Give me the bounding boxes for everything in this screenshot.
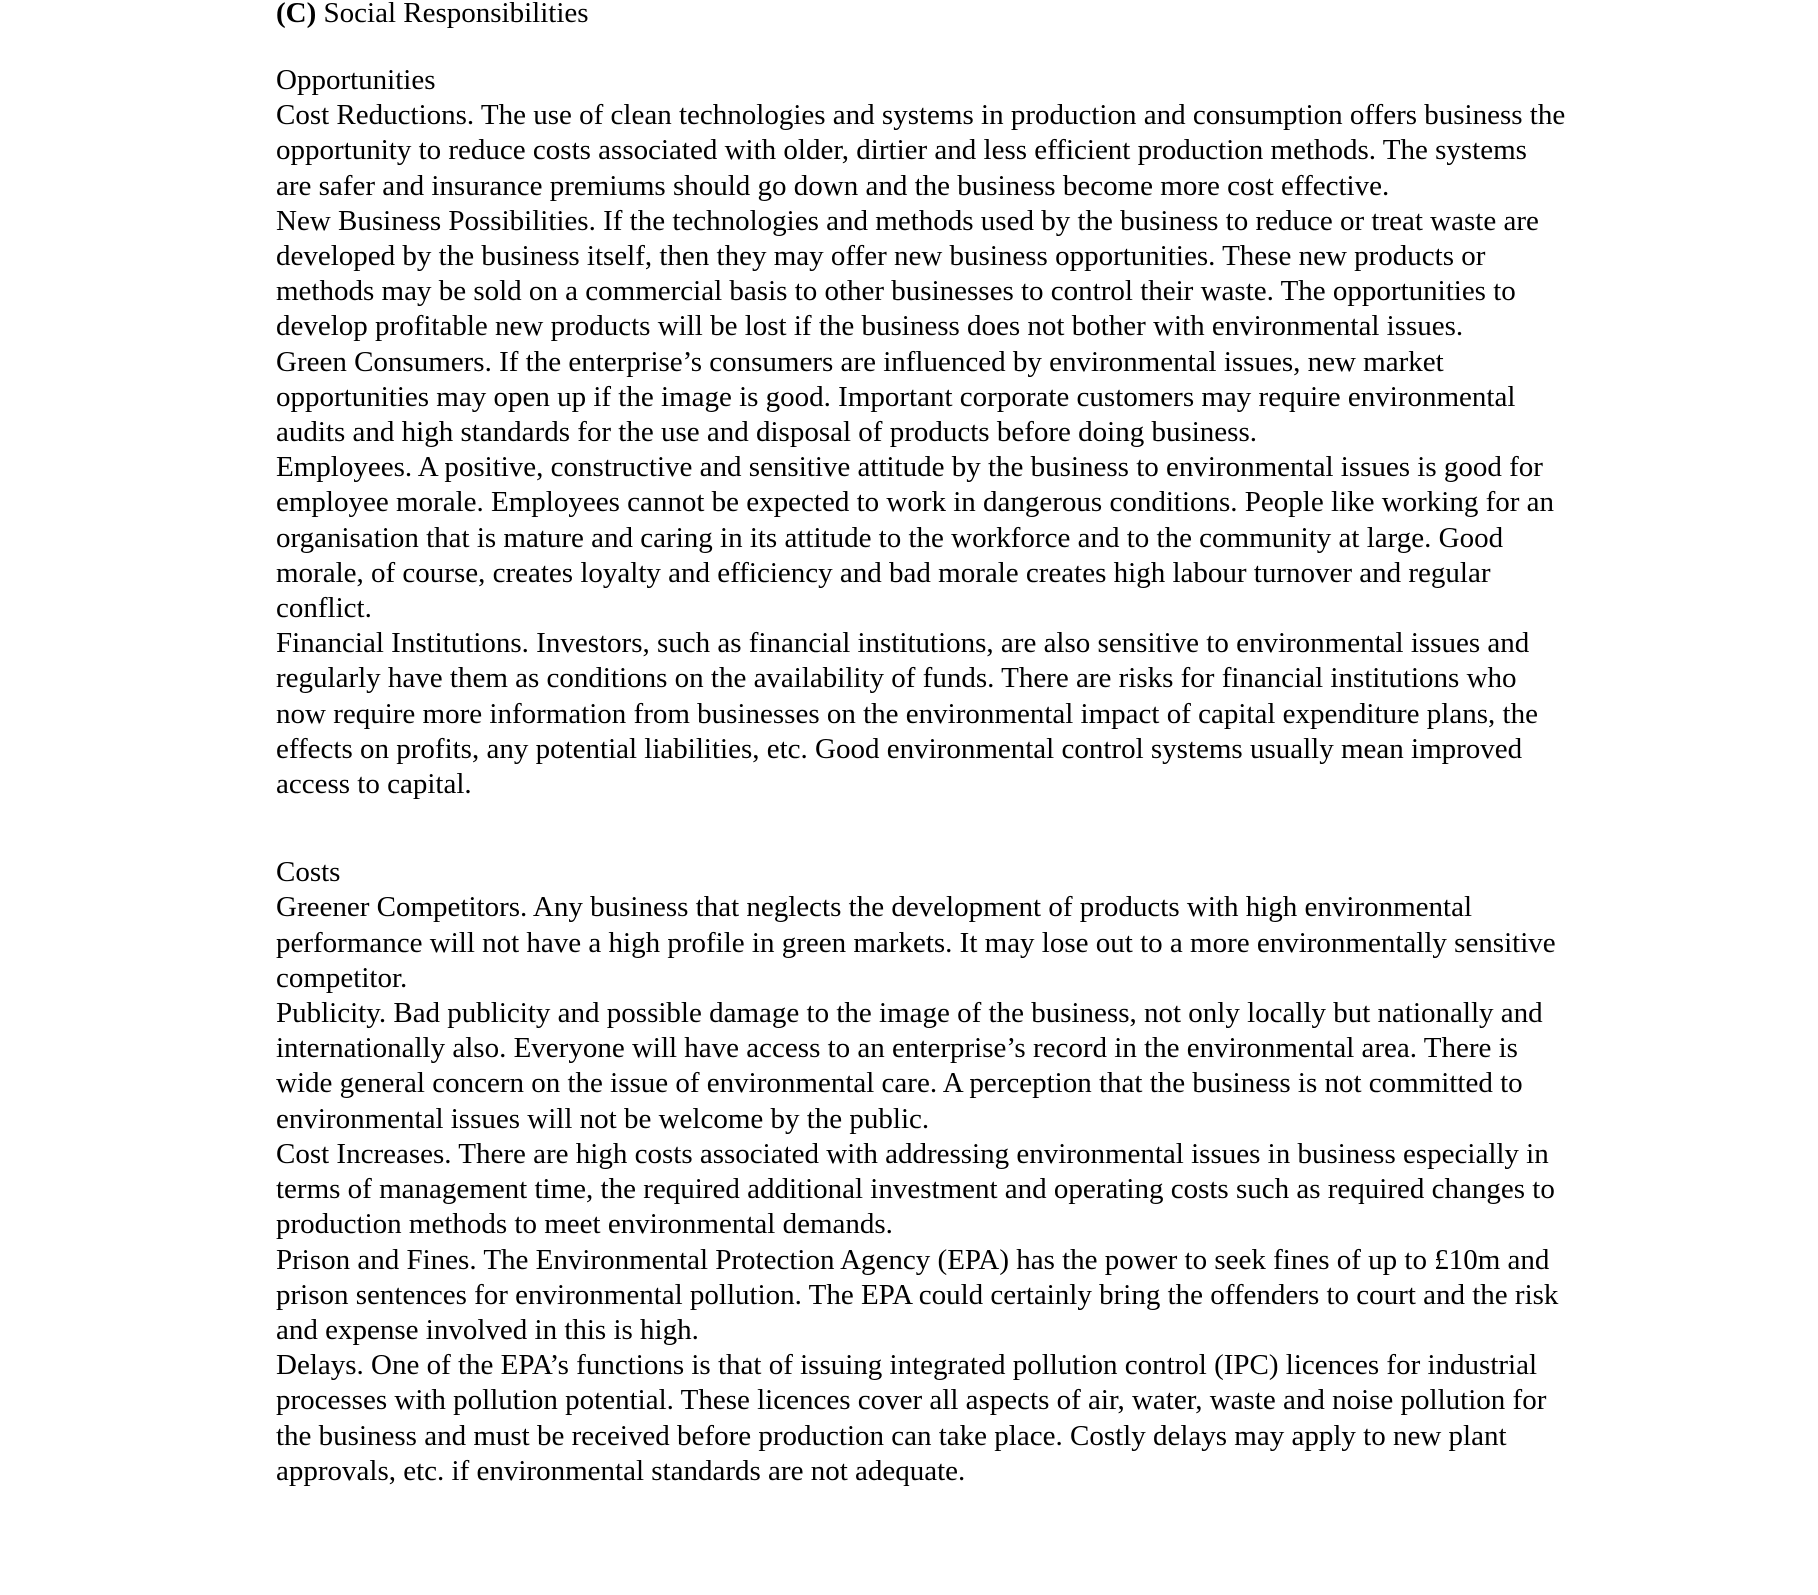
paragraph-cost-reductions: Cost Reductions. The use of clean technologies and systems in production and consumption offers business the opportunity to reduce costs associated with older, dirtier and less efficient production methods. The systems are safer and insurance premiums should go down and the business become more cost effective. [276, 99, 1566, 202]
paragraph-green-consumers: Green Consumers. If the enterprise’s consumers are influenced by environmental issues, new market opportunities may open up if the image is good. Important corporate customers may require environmental audits and high standards for the use and disposal of products before doing business. [276, 345, 1516, 449]
paragraph-publicity: Publicity. Bad publicity and possible damage to the image of the business, not only locally but nationally and internationally also. Everyone will have access to an enterprise’s record in the environmental area. There is wide general concern on the issue of environmental care. A perception that the business is not committed to environmental issues will not be welcome by the public. [276, 997, 1543, 1135]
paragraph-prison-and-fines: Prison and Fines. The Environmental Protection Agency (EPA) has the power to seek fines of up to £10m and prison sentences for environmental pollution. The EPA could certainly bring the offenders to court and the risk and expense involved in this is high. [276, 1243, 1559, 1346]
section-heading [276, 0, 1566, 27]
paragraph-greener-competitors: Greener Competitors. Any business that neglects the development of products with high environmental performance will not have a high profile in green markets. It may lose out to a more environmentally sensitive competitor. [276, 891, 1556, 994]
opportunities-section [276, 63, 1566, 802]
section-label: (C) [276, 0, 317, 29]
document-page [276, 0, 1566, 1489]
section-title: Social Responsibilities [323, 0, 589, 29]
costs-section [276, 855, 1566, 1489]
paragraph-financial-institutions: Financial Institutions. Investors, such as financial institutions, are also sensitive to environmental issues and regularly have them as conditions on the availability of funds. There are risks for financial institutions who now require more information from businesses on the environmental impact of capital expenditure plans, the effects on profits, any potential liabilities, etc. Good environmental control systems usually mean improved access to capital. [276, 627, 1538, 801]
paragraph-employees: Employees. A positive, constructive and sensitive attitude by the business to environmental issues is good for employee morale. Employees cannot be expected to work in dangerous conditions. People like working for an organisation that is mature and caring in its attitude to the workforce and to the community at large. Good morale, of course, creates loyalty and efficiency and bad morale creates high labour turnover and regular conflict. [276, 451, 1555, 625]
costs-title: Costs [276, 856, 341, 889]
section-gap [276, 802, 1566, 855]
paragraph-new-business-possibilities: New Business Possibilities. If the technologies and methods used by the business to reduce or treat waste are developed by the business itself, then they may offer new business opportunities. These new products or methods may be sold on a commercial basis to other businesses to control their waste. The opportunities to develop profitable new products will be lost if the business does not bother with environmental issues. [276, 204, 1539, 343]
paragraph-delays: Delays. One of the EPA’s functions is that of issuing integrated pollution control (IPC) licences for industrial processes with pollution potential. These licences cover all aspects of air, water, waste and noise pollution for the business and must be received before production can take place. Costly delays may apply to new plant approvals, etc. if environmental standards are not adequate. [276, 1349, 1547, 1487]
opportunities-title: Opportunities [276, 64, 436, 96]
paragraph-cost-increases: Cost Increases. There are high costs associated with addressing environmental issues in business especially in terms of management time, the required additional investment and operating costs such as required changes to production methods to meet environmental demands. [276, 1137, 1555, 1241]
